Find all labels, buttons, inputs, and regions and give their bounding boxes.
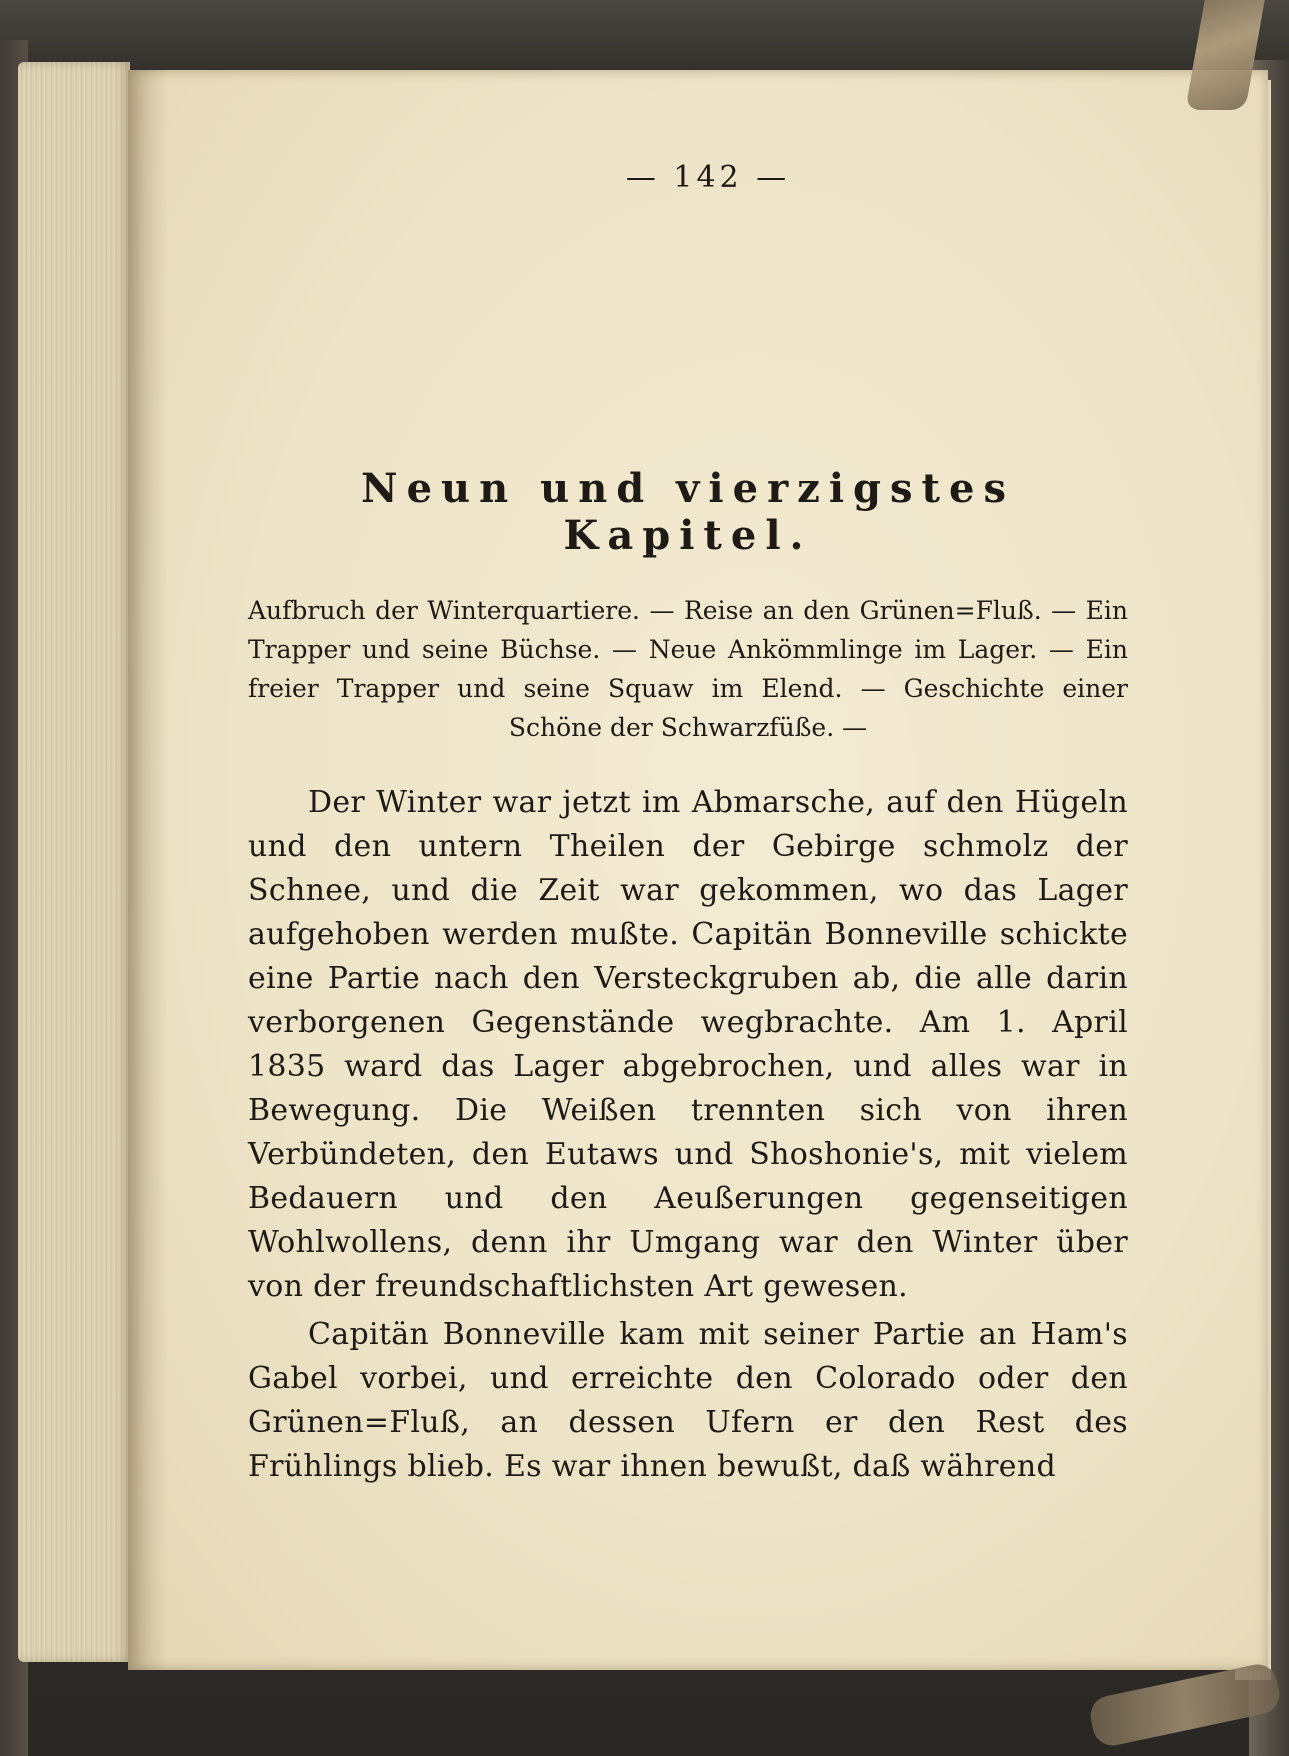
chapter-summary: Aufbruch der Winterquartiere. — Reise an den Grünen=Fluß. — Ein Trapper und seine Büchse. — Neue Ankömmlinge im Lager. — Ein freier Trapper und seine Squaw im Elend. — Geschichte einer Schöne der Schwarzfüße. — [248, 596, 1128, 742]
body-paragraph-2: Capitän Bonneville kam mit seiner Partie an Ham's Gabel vorbei, und erreichte den Colorado oder den Grünen=Fluß, an dessen Ufern er den Rest des Frühlings blieb. Es war ihnen bewußt, daß während [248, 1317, 1128, 1484]
page-text-block [248, 160, 1128, 1489]
body-paragraph-1: Der Winter war jetzt im Abmarsche, auf den Hügeln und den untern Theilen der Gebirge schmolz der Schnee, und die Zeit war gekommen, wo das Lager aufgehoben werden mußte. Capitän Bonneville schickte eine Partie nach den Versteckgruben ab, die alle darin verborgenen Gegenstände wegbrachte. Am 1. April 1835 ward das Lager abgebrochen, und alles war in Bewegung. Die Weißen trennten sich von ihren Verbündeten, den Eutaws und Shoshonie's, mit vielem Bedauern und den Aeußerungen gegenseitigen Wohlwollens, denn ihr Umgang war den Winter über von der freundschaftlichsten Art gewesen. [248, 785, 1128, 1304]
page-number: — 142 — [625, 160, 791, 195]
book-page [128, 70, 1268, 1670]
chapter-title: Neun und vierzigstes Kapitel. [361, 465, 1015, 559]
left-page-stack [18, 62, 130, 1662]
page-gutter-shadow [128, 70, 168, 1670]
book-cover-top [0, 0, 1289, 70]
